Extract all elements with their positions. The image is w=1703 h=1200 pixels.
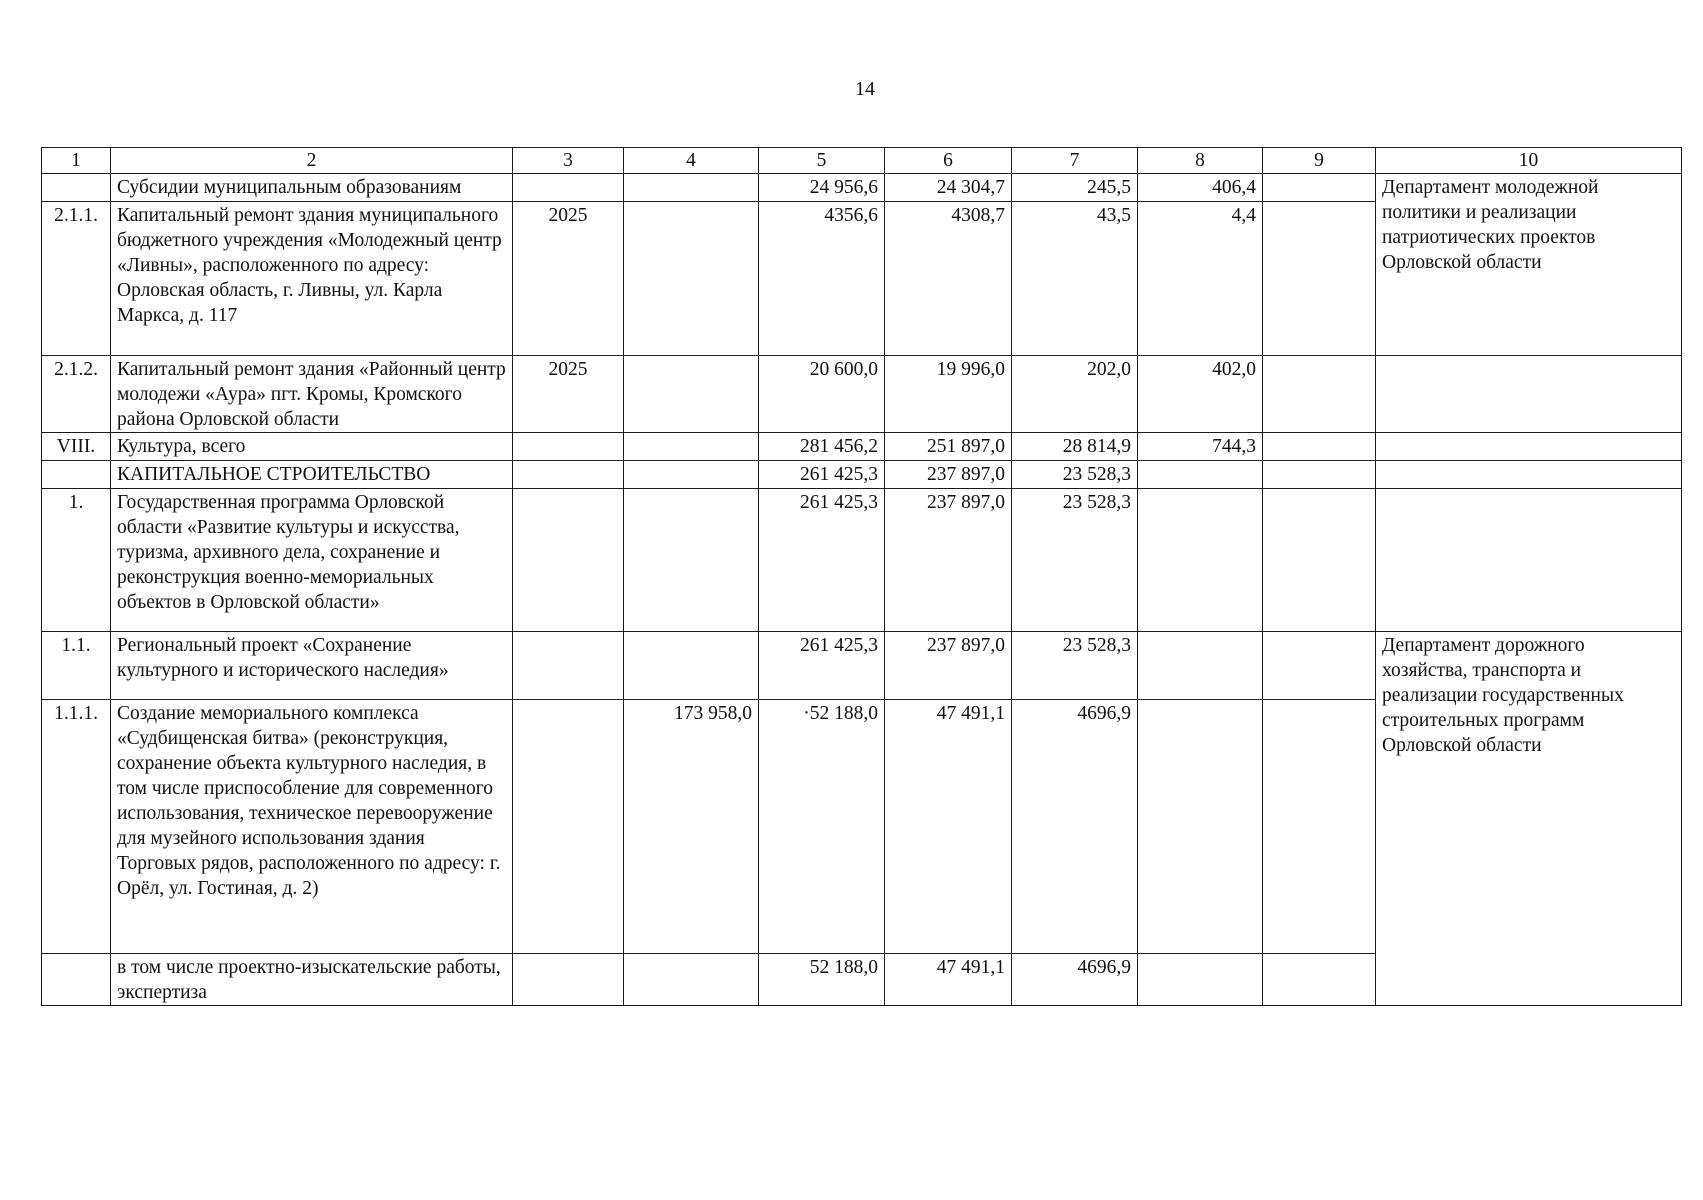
cell-col6: 237 897,0 — [885, 632, 1012, 700]
cell-col5: ·52 188,0 — [759, 700, 885, 954]
row-year — [513, 174, 624, 202]
cell-col9 — [1263, 954, 1376, 1006]
row-year — [513, 954, 624, 1006]
row-name: Культура, всего — [111, 433, 513, 461]
cell-col9 — [1263, 433, 1376, 461]
cell-col5: 261 425,3 — [759, 632, 885, 700]
cell-col5: 52 188,0 — [759, 954, 885, 1006]
row-number: 1. — [42, 489, 111, 632]
page-number: 14 — [855, 78, 875, 100]
row-number: VIII. — [42, 433, 111, 461]
column-header: 8 — [1138, 148, 1263, 174]
cell-col8 — [1138, 954, 1263, 1006]
row-name: Капитальный ремонт здания «Районный центр молодежи «Аура» пгт. Кромы, Кромского района Орловской области — [111, 356, 513, 433]
cell-col8: 406,4 — [1138, 174, 1263, 202]
row-number: 1.1.1. — [42, 700, 111, 954]
table-row — [42, 489, 1682, 632]
row-name: Региональный проект «Сохранение культурного и исторического наследия» — [111, 632, 513, 700]
row-year — [513, 489, 624, 632]
row-year — [513, 433, 624, 461]
table-row — [42, 174, 1682, 202]
cell-col8 — [1138, 632, 1263, 700]
row-name: Создание мемориального комплекса «Судбищенская битва» (реконструкция, сохранение объекта культурного наследия, в том числе приспособление для современного использования, техническое перевооружение для музейного использования здания Торговых рядов, расположенного по адресу: г. Орёл, ул. Гостиная, д. 2) — [111, 700, 513, 954]
cell-col8: 744,3 — [1138, 433, 1263, 461]
table-row — [42, 461, 1682, 489]
responsible-department: Департамент дорожного хозяйства, транспорта и реализации государственных строительных программ Орловской области — [1376, 632, 1682, 1006]
cell-col7: 4696,9 — [1012, 700, 1138, 954]
row-name: в том числе проектно-изыскательские работы, экспертиза — [111, 954, 513, 1006]
cell-col6: 47 491,1 — [885, 700, 1012, 954]
cell-col9 — [1263, 202, 1376, 356]
cell-col4 — [624, 632, 759, 700]
cell-col8 — [1138, 700, 1263, 954]
column-header: 10 — [1376, 148, 1682, 174]
table-row — [42, 632, 1682, 700]
row-name: КАПИТАЛЬНОЕ СТРОИТЕЛЬСТВО — [111, 461, 513, 489]
row-number — [42, 461, 111, 489]
cell-col4 — [624, 356, 759, 433]
row-number: 1.1. — [42, 632, 111, 700]
column-header: 6 — [885, 148, 1012, 174]
row-year: 2025 — [513, 356, 624, 433]
column-header: 5 — [759, 148, 885, 174]
cell-col7: 23 528,3 — [1012, 632, 1138, 700]
cell-col9 — [1263, 461, 1376, 489]
cell-col6: 251 897,0 — [885, 433, 1012, 461]
cell-col10 — [1376, 356, 1682, 433]
column-header: 9 — [1263, 148, 1376, 174]
cell-col7: 23 528,3 — [1012, 489, 1138, 632]
cell-col5: 24 956,6 — [759, 174, 885, 202]
column-header: 2 — [111, 148, 513, 174]
cell-col5: 20 600,0 — [759, 356, 885, 433]
row-number — [42, 174, 111, 202]
cell-col10 — [1376, 489, 1682, 632]
cell-col7: 43,5 — [1012, 202, 1138, 356]
row-year — [513, 700, 624, 954]
row-name: Субсидии муниципальным образованиям — [111, 174, 513, 202]
cell-col5: 281 456,2 — [759, 433, 885, 461]
budget-table — [41, 147, 1682, 1006]
cell-col7: 4696,9 — [1012, 954, 1138, 1006]
row-year: 2025 — [513, 202, 624, 356]
cell-col9 — [1263, 632, 1376, 700]
row-number: 2.1.2. — [42, 356, 111, 433]
cell-col6: 24 304,7 — [885, 174, 1012, 202]
row-name: Государственная программа Орловской области «Развитие культуры и искусства, туризма, архивного дела, сохранение и реконструкция военно-мемориальных объектов в Орловской области» — [111, 489, 513, 632]
cell-col4 — [624, 174, 759, 202]
cell-col4: 173 958,0 — [624, 700, 759, 954]
cell-col6: 237 897,0 — [885, 489, 1012, 632]
cell-col7: 202,0 — [1012, 356, 1138, 433]
column-header: 7 — [1012, 148, 1138, 174]
cell-col4 — [624, 461, 759, 489]
cell-col5: 261 425,3 — [759, 489, 885, 632]
row-number — [42, 954, 111, 1006]
cell-col6: 4308,7 — [885, 202, 1012, 356]
cell-col6: 19 996,0 — [885, 356, 1012, 433]
cell-col9 — [1263, 700, 1376, 954]
column-header: 4 — [624, 148, 759, 174]
cell-col4 — [624, 202, 759, 356]
cell-col8 — [1138, 461, 1263, 489]
cell-col9 — [1263, 174, 1376, 202]
table-row — [42, 433, 1682, 461]
cell-col5: 4356,6 — [759, 202, 885, 356]
row-year — [513, 632, 624, 700]
cell-col10 — [1376, 433, 1682, 461]
cell-col7: 245,5 — [1012, 174, 1138, 202]
table-row — [42, 356, 1682, 433]
row-year — [513, 461, 624, 489]
cell-col5: 261 425,3 — [759, 461, 885, 489]
cell-col9 — [1263, 356, 1376, 433]
cell-col4 — [624, 954, 759, 1006]
cell-col7: 28 814,9 — [1012, 433, 1138, 461]
responsible-department: Департамент молодежной политики и реализации патриотических проектов Орловской области — [1376, 174, 1682, 356]
cell-col6: 237 897,0 — [885, 461, 1012, 489]
cell-col7: 23 528,3 — [1012, 461, 1138, 489]
column-header: 3 — [513, 148, 624, 174]
cell-col8: 4,4 — [1138, 202, 1263, 356]
cell-col9 — [1263, 489, 1376, 632]
column-header: 1 — [42, 148, 111, 174]
cell-col4 — [624, 433, 759, 461]
cell-col8 — [1138, 489, 1263, 632]
cell-col6: 47 491,1 — [885, 954, 1012, 1006]
cell-col10 — [1376, 461, 1682, 489]
row-number: 2.1.1. — [42, 202, 111, 356]
header-row — [42, 148, 1682, 174]
cell-col4 — [624, 489, 759, 632]
row-name: Капитальный ремонт здания муниципального бюджетного учреждения «Молодежный центр «Ливны», расположенного по адресу: Орловская область, г. Ливны, ул. Карла Маркса, д. 117 — [111, 202, 513, 356]
cell-col8: 402,0 — [1138, 356, 1263, 433]
